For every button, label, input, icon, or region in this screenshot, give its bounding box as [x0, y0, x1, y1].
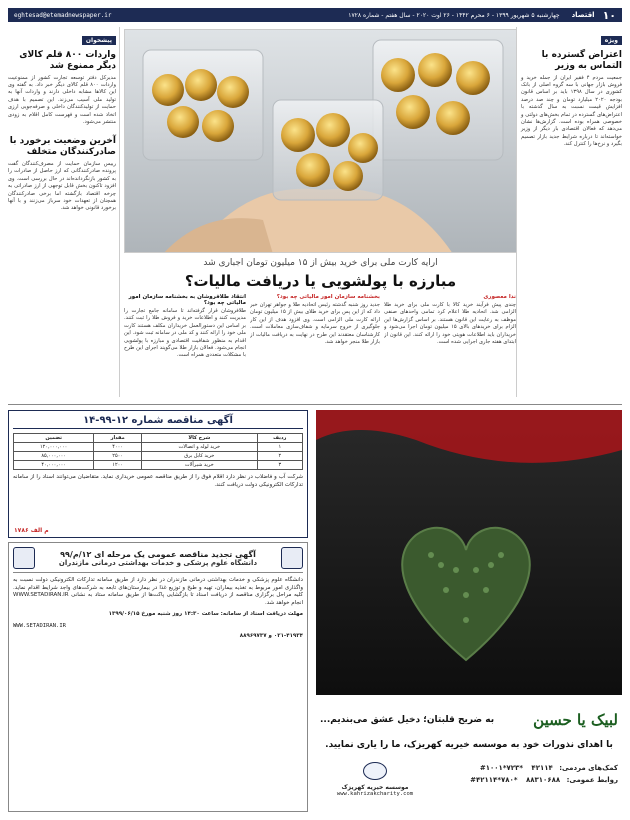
tender2-body: دانشگاه علوم پزشکی و خدمات بهداشتی درمانی مازندران در نظر دارد از طریق سامانه تدارکات الکترونیکی دولت نسبت به واگذاری امور مربوط به تغذیه بیماران، تهیه و طبخ و توزیع غذا در بیمارستان‌های تابعه به شرکت‌های واجد شرایط اقدام نماید. کلیه مراحل برگزاری مناقصه از دریافت اسناد تا بازگشایی پاکت‌ها از طریق سامانه ستاد به نشانی WWW.SETADIRAN.IR انجام خواهد شد. — [13, 577, 303, 606]
tender1-title: آگهی مناقصه شماره ۱۲-۹۹-۱۴ — [13, 415, 303, 429]
charity-ussd-2[interactable]: *۷۸۰*۴۲۱۱۴# — [470, 776, 518, 784]
table-cell: ۲۵۰۰ — [94, 452, 142, 461]
story1-headline: واردات ۸۰۰ قلم کالای دیگر ممنوع شد — [19, 50, 116, 71]
tender1-table — [13, 433, 303, 470]
masthead — [8, 8, 622, 22]
date-line: چهارشنبه ۵ شهریور ۱۳۹۹ - ۶ محرم ۱۴۴۲ - ۲۶ اوت ۲۰۲۰ - سال هفتم - شماره ۱۷۲۸ — [348, 11, 560, 19]
charity-phone-label: کمک‌های مردمی: — [559, 764, 618, 772]
table-cell: ۱ — [257, 443, 302, 452]
table-cell: ۳ — [257, 461, 302, 470]
table-row — [14, 452, 303, 461]
tender1-code: م الف ۱۷۸۶ — [14, 527, 49, 534]
tender2-deadline: مهلت دریافت اسناد از سامانه: ساعت ۱۴:۳۰ روز شنبه مورخ ۱۳۹۹/۰۶/۱۵ — [108, 611, 303, 618]
divider — [8, 404, 622, 405]
gold-coins-illustration — [124, 30, 516, 253]
table-row — [14, 443, 303, 452]
charity-logo-icon — [363, 762, 387, 780]
tender1-col-header: تضمین — [14, 434, 94, 443]
table-cell: خرید لوله و اتصالات — [142, 443, 258, 452]
charity-headline: به ضریح قلبتان؛ دخیل عشق می‌بندیم... — [320, 715, 495, 725]
tender-ad-2 — [8, 542, 308, 812]
main-article-col-mid — [250, 292, 380, 402]
charity-pr-label: روابط عمومی: — [566, 776, 618, 784]
right-column-body: جمعیت مردم ۴ فقیر ایران از جمله خرید و فروش بازار جهانی با سه گروه اصلی از بانک کشوری در سال ۱۳۹۸ باید بر اساس قانون بودجه ۲۰۲۰ میلیارد تومان و چند صد درصد افزایش قیمت نسبت به سال گذشته با اعتراض‌های گسترده در تمام بخش‌های دولتی و خصوصی همراه بوده است. گزارش‌ها نشان می‌دهد که فعالان اقتصادی بار دیگر از وزیر خواسته‌اند تا درباره شرایط جدید بازار تصمیم بگیرد و نرخ‌ها را کنترل کند. — [521, 74, 622, 148]
right-column-tag: ویژه — [601, 36, 622, 45]
hero-kicker: ارایه کارت ملی برای خرید بیش از ۱۵ میلیون تومان اجباری شد — [203, 258, 438, 268]
table-cell: ۱۲۰,۰۰۰,۰۰۰ — [14, 443, 94, 452]
table-row — [14, 461, 303, 470]
left-column — [8, 27, 120, 397]
table-cell: ۲ — [257, 452, 302, 461]
main-article-subhead: بخشنامه سازمان امور مالیاتی چه بود؟ — [276, 294, 380, 300]
ministry-logo-icon — [13, 547, 35, 569]
table-cell: ۱۲۰۰ — [94, 461, 142, 470]
charity-website[interactable]: www.kahrizakcharity.com — [336, 791, 414, 797]
table-cell: ۴۰,۰۰۰,۰۰۰ — [14, 461, 94, 470]
charity-org: موسسه خیریه کهریزک — [341, 784, 409, 791]
right-column-headline: اعتراض گسترده با التماس به وزیر — [541, 50, 622, 71]
tender2-phone: ۰۲۱-۴۱۹۳۴ و ۸۸۹۶۹۷۳۷ — [239, 632, 303, 639]
story2-headline: آخرین وضعیت برخورد با صادرکنندگان متخلف — [9, 136, 116, 158]
table-cell: ۸۵,۰۰۰,۰۰۰ — [14, 452, 94, 461]
hero-headline: مبارزه با پولشویی یا دریافت مالیات؟ — [184, 272, 457, 290]
heart-shirt-illustration — [316, 410, 622, 695]
main-article-col-right — [384, 292, 516, 402]
story1-body: مدیرکل دفتر توسعه تجارت کشور از ممنوعیت واردات ۸۰۰ قلم کالای دیگر خبر داد. به گفته وی این کالاها مشابه داخلی دارند و واردات آنها به تولید ملی آسیب می‌زند. این تصمیم با هدف حمایت از تولیدکنندگان داخلی و صرفه‌جویی ارزی اتخاذ شده است و فهرست کامل اقلام به زودی منتشر می‌شود. — [8, 74, 116, 126]
main-article-body-right: چندی پیش فرآیند خرید کالا با کارت ملی برای خرید طلا الزامی شد. اتحادیه طلا اعلام کرد تمامی واحدهای صنفی موظف به رعایت این قانون هستند. بر اساس گزارش‌ها این الزام برای خریدهای بالای ۱۵ میلیون تومان اجرا می‌شود و خریداران باید اطلاعات هویتی خود را ارائه کنند. این قانون از ابتدای هفته جاری اجرایی شده است. — [384, 302, 516, 346]
table-cell: ۴۰۰۰ — [94, 443, 142, 452]
table-cell: خرید کابل برق — [142, 452, 258, 461]
main-article-body-mid: جدید روز شنبه گذشته رئیس اتحادیه طلا و جواهر تهران خبر داد که از این پس برای خرید طلای بیش از ۱۵ میلیون تومان ارائه کارت ملی الزامی است. وی افزود هدف از این کار جلوگیری از خروج سرمایه و شفاف‌سازی معاملات است. کارشناسان معتقدند این طرح در نهایت به دریافت مالیات از بازار طلا منجر خواهد شد. — [250, 302, 380, 346]
inset-column — [124, 292, 246, 402]
charity-pr-phone[interactable]: ۸۸۳۱۰۶۸۸ — [525, 776, 561, 784]
charity-calligraphy: لبیک یا حسین — [533, 711, 618, 729]
tender2-title: آگهی تجدید مناقصه عمومی یک مرحله ای ۱۲/م/۹۹ — [60, 549, 256, 559]
tender1-col-header: شرح کالا — [142, 434, 258, 443]
university-logo-icon — [281, 547, 303, 569]
tender2-subtitle: دانشگاه علوم پزشکی و خدمات بهداشتی درمانی مازندران — [58, 558, 258, 567]
tender-ad-1 — [8, 410, 308, 538]
table-cell: خرید شیرآلات — [142, 461, 258, 470]
hero-image — [124, 29, 517, 253]
main-article-byline: ندا معصوری — [483, 294, 516, 300]
story2-body: رییس سازمان حمایت از مصرف‌کنندگان گفت پرونده صادرکنندگانی که ارز حاصل از صادرات را به کشور بازنگردانده‌اند در حال بررسی است. وی افزود تاکنون بخش قابل توجهی از ارز صادراتی به چرخه اقتصاد بازگشته اما برخی صادرکنندگان همچنان از تعهدات خود سرباز می‌زنند و با آنها برخورد قانونی خواهد شد. — [8, 161, 116, 212]
page-number: ۱۰ — [602, 8, 616, 22]
charity-subheadline: با اهدای نذورات خود به موسسه خیریه کهریزک، ما را یاری نمایید. — [325, 740, 613, 750]
charity-banner — [316, 410, 622, 695]
site-email[interactable]: eghtesad@etemadnewspaper.ir — [14, 11, 112, 19]
inset-title: انتقاد طلافروشان به بخشنامه سازمان امور مالیاتی چه بود؟ — [128, 294, 246, 306]
tender1-col-header: ردیف — [257, 434, 302, 443]
tender2-website[interactable]: WWW.SETADIRAN.IR — [13, 622, 66, 629]
section-title: اقتصاد — [571, 11, 595, 19]
left-column-tag: پیشخوان — [82, 36, 116, 45]
charity-ussd[interactable]: *۷۲۳*۱۰۰۱# — [479, 764, 523, 772]
tender1-body: شرکت آب و فاضلاب در نظر دارد اقلام فوق را از طریق مناقصه عمومی خریداری نماید. متقاضیان می‌توانند اسناد را از سامانه تدارکات الکترونیکی دولت دریافت کنند. — [13, 474, 303, 488]
inset-body: طلافروشان قرار گرفته‌اند تا سامانه جامع تجارت را مدیریت کنند و اطلاعات خرید و فروش طلا را ثبت کنند. بر اساس این دستورالعمل خریداران مکلف هستند کارت ملی خود را ارائه کنند و کد ملی در سامانه ثبت شود. این اقدام به منظور شفافیت اقتصادی و مبارزه با پولشویی انجام می‌شود. فعالان بازار طلا می‌گویند اجرای این طرح با مشکلات متعددی همراه است. — [124, 308, 246, 359]
charity-phone[interactable]: ۴۲۱۱۴ — [531, 764, 553, 772]
tender1-col-header: مقدار — [94, 434, 142, 443]
right-column — [516, 27, 622, 397]
charity-ad — [316, 410, 622, 812]
